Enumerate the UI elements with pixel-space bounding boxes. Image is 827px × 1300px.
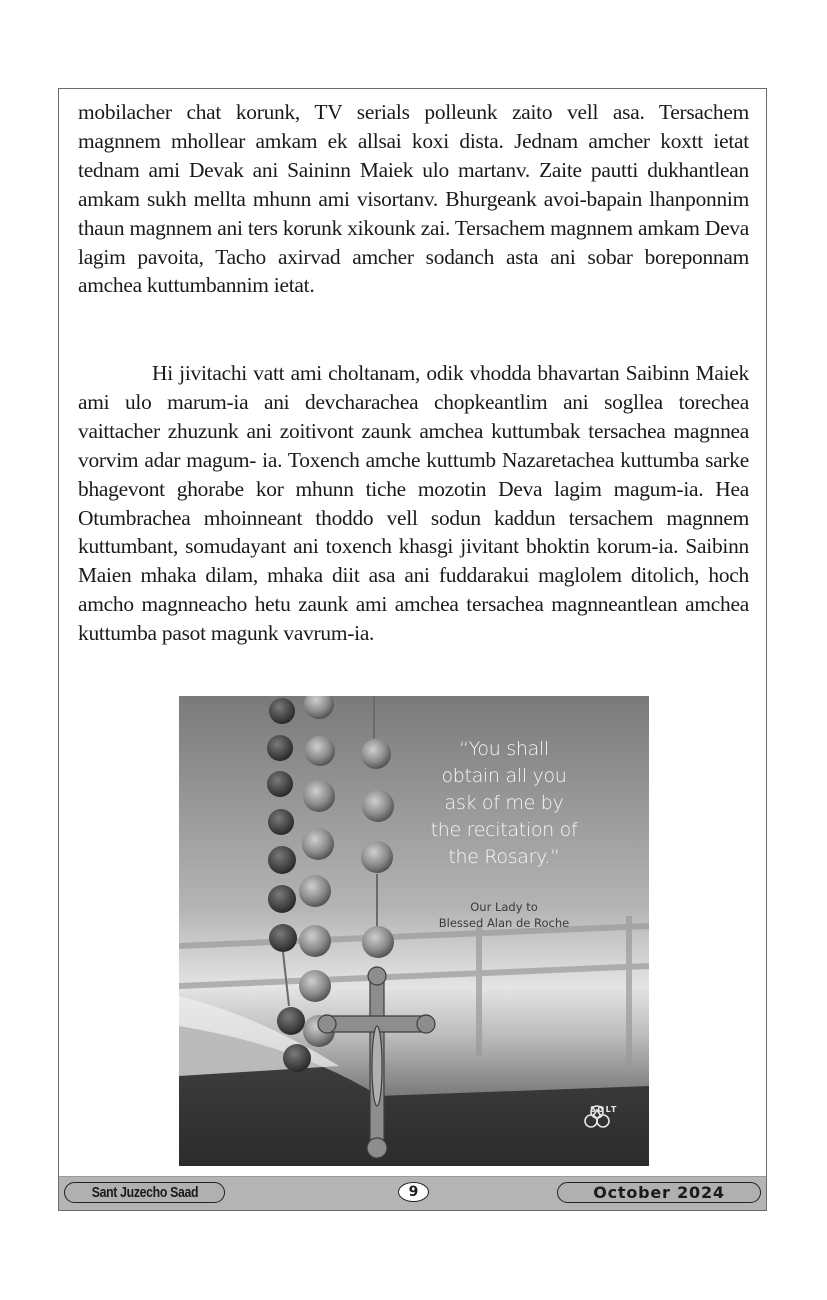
article-paragraph-1: mobilacher chat korunk, TV serials polleunk zaito vell asa. Tersachem magnnem mhollear amkam ek allsai koxi dista. Jednam amcher koxtt ietat tednam ami Devak ani Saininn Maiek ulo martanv. Zaite pautti dukhantlean amkam sukh mellta mhunn ami visortanv. Bhurgeank avoi-bapain lhanponnim thaun magnnem ani ters korunk xikounk zai. Tersachem magnnem amkam Deva lagim pavoita, Tacho axirvad amcher sodanch asta ani sobar boreponnam amchea kuttumbannim ietat. xyxy=(78,100,749,298)
rosary-image xyxy=(179,696,649,1166)
quote-line: obtain all you xyxy=(441,765,567,787)
quote-line: “You shall xyxy=(459,738,549,760)
attribution-line: Blessed Alan de Roche xyxy=(438,916,570,930)
solt-logo xyxy=(584,1104,624,1114)
article-paragraph-2: Hi jivitachi vatt ami choltanam, odik vhodda bhavartan Saibinn Maiek ami ulo marum-ia ani devcharachea chopkeantlim ani sogllea torechea vaittacher zhuzunk ani zoitivont zaunk amchea kuttumbak tersachea magnnea vorvim adar magum- ia. Toxench amche kuttumb Nazaretachea kuttumba sarke bhagevont ghorabe kor mhunn tiche mozotin Deva lagim magum-ia. Hea Otumbrachea mhoinneant thoddo vell sodun kaddun tersachem magnnem kuttumbant, somudayant ani toxench khasgi jivitant bhoktin korum-ia. Saibinn Maien mhaka dilam, mhaka diit asa ani fuddarakui maglolem ditolich, hoch amcho magnneacho hetu zaunk ami amchea tersachea magnneantlean amchea kuttumba pasot magunk vavrum-ia. xyxy=(78,361,749,646)
page-number: 9 xyxy=(408,1184,419,1200)
issue-date: October 2024 xyxy=(593,1183,725,1202)
quote-line: the recitation of xyxy=(430,819,578,841)
quote-line: ask of me by xyxy=(444,792,564,814)
page-number-badge xyxy=(398,1182,429,1202)
issue-date-badge xyxy=(557,1182,761,1203)
publication-name: Sant Juzecho Saad xyxy=(91,1184,198,1201)
page-footer xyxy=(59,1176,766,1210)
solt-logo-icon xyxy=(584,1104,610,1130)
quote-attribution xyxy=(409,899,599,931)
publication-name-badge xyxy=(64,1182,225,1203)
solt-logo-text: SOLT xyxy=(590,1105,618,1114)
rosary-quote xyxy=(409,736,599,871)
quote-line: the Rosary.” xyxy=(448,846,560,868)
attribution-line: Our Lady to xyxy=(470,900,538,914)
page-frame xyxy=(58,88,767,1211)
